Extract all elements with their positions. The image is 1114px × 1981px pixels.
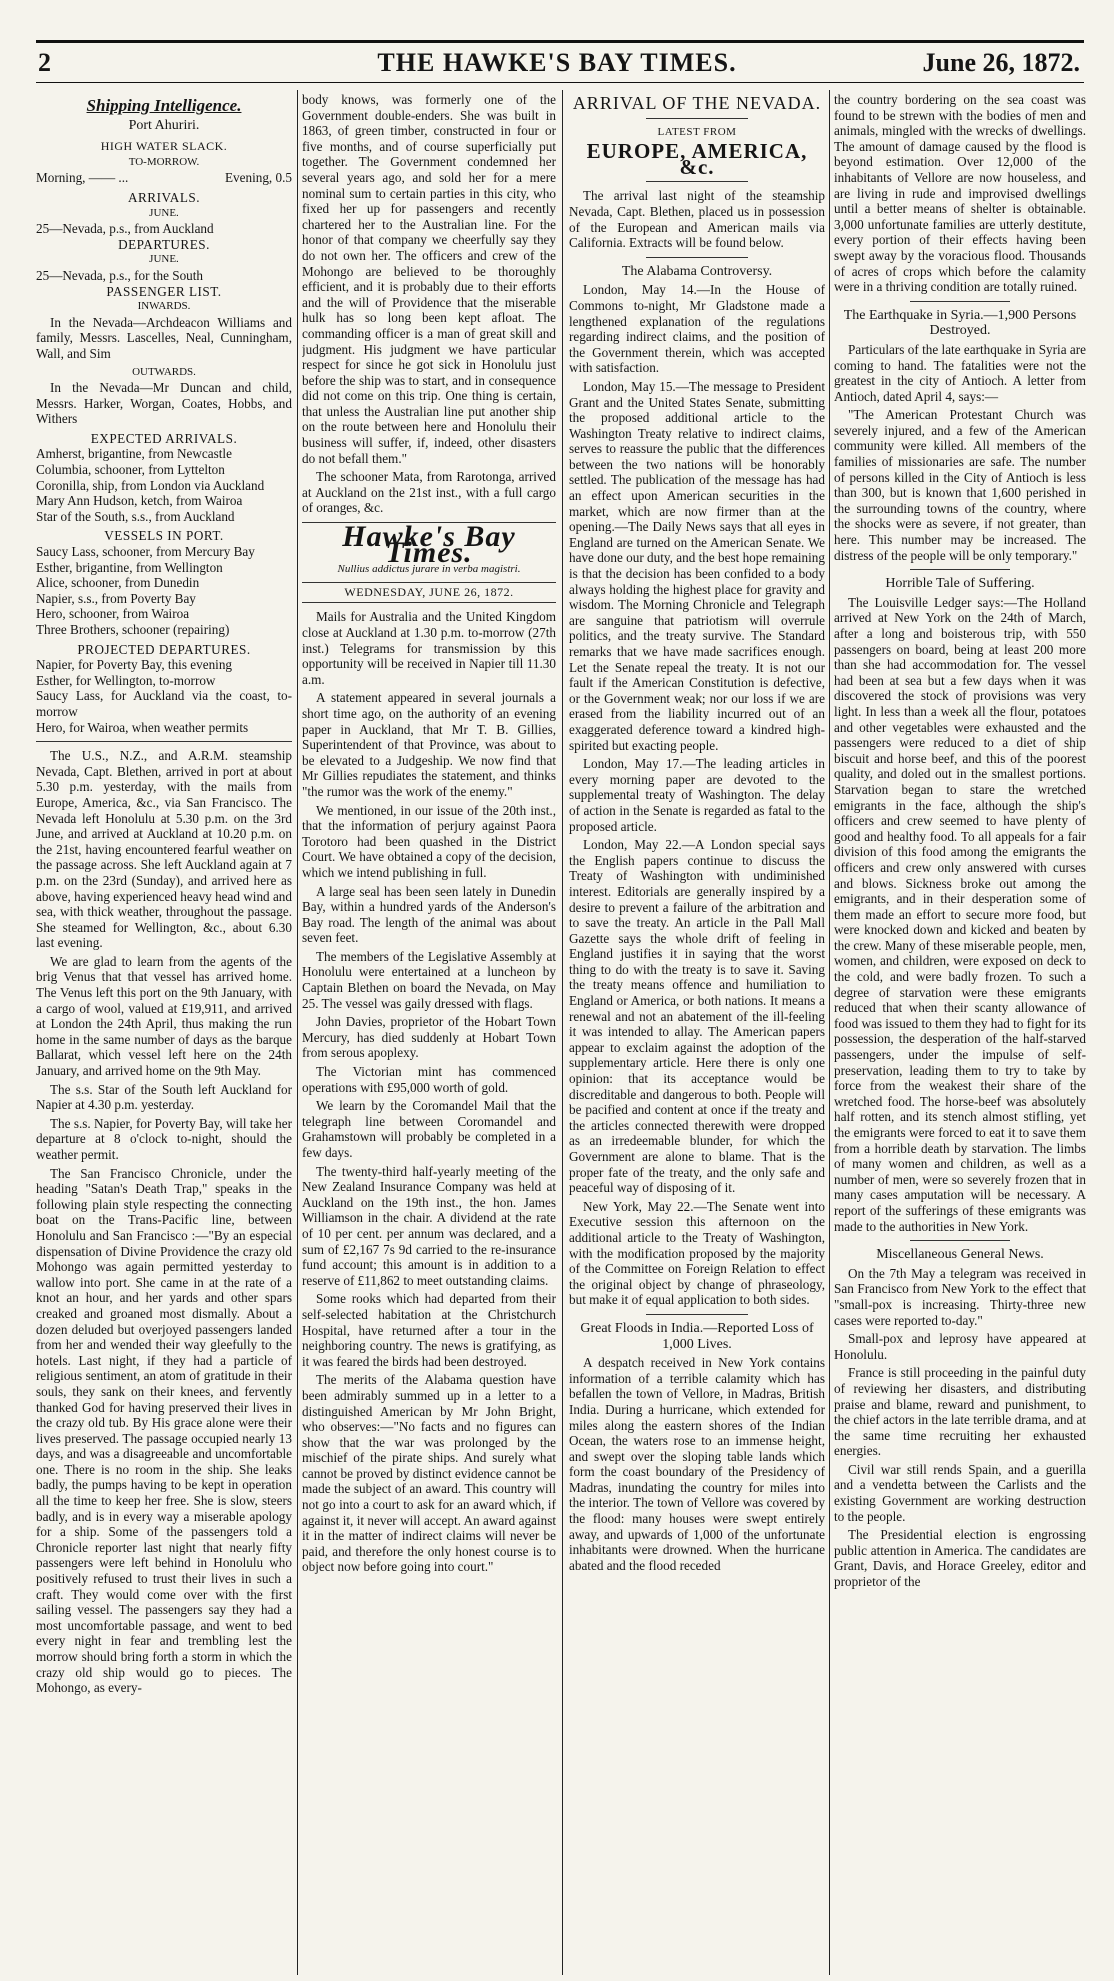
list-item: Columbia, schooner, from Lyttelton [36,462,225,478]
outwards-text: In the Nevada—Mr Duncan and child, Messrs. Harker, Worgan, Coates, Hobbs, and Withers [36,380,292,427]
list-item: Alice, schooner, from Dunedin [36,575,200,591]
column-4 [834,92,1086,1972]
subheading-misc-news: Miscellaneous General News. [876,1247,1044,1263]
list-item: Amherst, brigantine, from Newcastle [36,446,232,462]
article-paragraph: A statement appeared in several journals a short time ago, on the authority of an evening paper in Auckland, that Mr T. B. Gillies, Superintendent of that Province, was about to be elevated to a Judgeship. We now find that Mr Gillies repudiates the statement, and thinks "the rumor was the work of the enemy." [302,690,556,799]
article-paragraph: Some rooks which had departed from their self-selected habitation at the Christchurch Hospital, have returned after a tour in the neighboring country. The news is gratifying, as it was feared the birds had been destroyed. [302,1291,556,1369]
article-paragraph: We are glad to learn from the agents of the brig Venus that that vessel has arrived home. The Venus left this port on the 9th January, with a cargo of wool, valued at £19,911, and arrived at London the 24th April, thus making the run home in the same number of days as the barque Ballarat, which vessel left here on the 24th January, and arrived home on the 9th May. [36,953,292,1079]
port-name: Port Ahuriri. [128,117,200,133]
high-water-title: HIGH WATER SLACK. [100,139,228,154]
list-item: Napier, for Poverty Bay, this evening [36,657,233,673]
departure-entry: 25—Nevada, p.s., for the South [36,267,204,283]
article-paragraph: The merits of the Alabama question have been admirably summed up in a letter to a distinguished American by Mr John Bright, who observes:—"No facts and no figures can show that the war was prolonged by the mischief of the pirate ships. And surely what cannot be proved by distinct evidence cannot be made the subject of an award. This country will not go into a court to ask for an award which, if against it, it never will accept. An award against it in the matter of indirect claims will never be paid, and therefore the only honest course is to object now before going into court." [302,1372,556,1575]
list-item: Three Brothers, schooner (repairing) [36,622,230,637]
article-paragraph: The schooner Mata, from Rarotonga, arrived at Auckland on the 21st inst., with a full cargo of oranges, &c. [302,469,556,516]
article-paragraph: We learn by the Coromandel Mail that the telegraph line between Coromandel and Grahamstown will probably be completed in a few days. [302,1098,556,1160]
list-item: Saucy Lass, for Auckland via the coast, to-morrow [36,688,292,719]
article-paragraph: the country bordering on the sea coast was found to be strewn with the bodies of men and animals, mingled with the wrecks of dwellings. The amount of damage caused by the flood is beyond estimation. Over 12,000 of the inhabitants of Vellore are now houseless, and are living in rude and improvised dwellings until a better means of shelter is obtainable. 3,000 unfortunate families are utterly destitute, every portion of their effects having been swept away by the voracious flood. Thousands of acres of crops which before the calamity were in a thriving condition are totally ruined. [834,92,1086,295]
article-paragraph: Small-pox and leprosy have appeared at Honolulu. [834,1331,1086,1362]
divider [910,301,1011,302]
subheading-horrible-tale: Horrible Tale of Suffering. [885,576,1035,592]
list-item: Esther, for Wellington, to-morrow [36,672,216,688]
divider [646,257,748,258]
article-paragraph: London, May 22.—A London special says the English papers continue to discuss the Treaty of Washington with undiminished interest. Editorials are generally inspired by a desire to prevent a failure of the arbitration and to save the treaty. An article in the Pall Mall Gazette says the whole drift of feeling in England justifies it in saying that the worst thing to do with the treaty is to save it. Saving the treaty means offence and humiliation to England or America, or both nations. It means a renewal and not an abatement of the ill-feeling it was intended to allay. The American papers appear to exclaim against the adoption of the supplementary article. Here there is only one opinion: that its acceptance would be discreditable and dangerous to both. People will be pacified and content at once if the treaty and the articles connected therewith were dropped as an irredeemable blunder, for which the Government are alone to blame. That is the proper fate of the treaty, and the only safe and peaceful way of disposing of it. [569,837,825,1196]
section-title-shipping: Shipping Intelligence. [86,96,242,115]
list-item: Saucy Lass, schooner, from Mercury Bay [36,544,255,560]
article-paragraph: The San Francisco Chronicle, under the heading "Satan's Death Trap," speaks in the following plain style respecting the connecting boat on the Trans-Pacific line, between Honolulu and San Francisco :—"By an especial dispensation of Divine Providence the crazy old Mohongo was again permitted yesterday to wallow into port. She came in at the rate of a knot an hour, and her yards and other spars creaked and groaned most dismally. About a dozen deluded but overjoyed passengers landed from her and wended their way gleefully to the hotels. Last night, if they had a particle of religious sentiment, an atom of gratitude in their souls, they sank on their knees, and fervently thanked God for having preserved their lives in the crazy old tub. By His grace alone were their lives preserved. The passage occupied nearly 13 days, and was a disagreeable and uncomfortable one. There is no room in the ship. She leaks badly, the pumps having to be kept in operation all the time to keep her free. She is slow, steers badly, and is in every way a miserable apology for a ship. Some of the passengers told a Chronicle reporter last night that nearly fifty passengers were left behind in Honolulu who positively refused to trust their lives in such a craft. They would come over with the first sailing vessel. The passengers say they had a most uncomfortable passage, and went to bed every night in fear and trembling lest the morrow should bring forth a storm in which the crazy old ship would go to pieces. The Mohongo, as every- [36,1165,292,1696]
divider [646,181,748,182]
column-divider [297,90,298,1975]
headline-europe-america: EUROPE, AMERICA, &c. [586,139,808,179]
article-paragraph: body knows, was formerly one of the Government double-enders. She was built in 1863, of green timber, constructed in four or five months, and of course superficially put together. The Government condemned her several years ago, and sold her for a mere nominal sum to certain parties in this city, who fixed her up for passengers and recently chartered her to the Australian line. For the honor of that company we cheerfully say they do not own her. The officers and crew of the Mohongo are believed to be thoroughly efficient, and it is probably due to their efforts and the will of Providence that the miserable hulk has so long been kept afloat. The commanding officer is a man of great skill and judgment. His judgment we have particular respect for since he got sick in Honolulu just before the ship was to start, and in consequence did not come on this trip. One thing is certain, that unless the Australian line put another ship on the route between here and Honolulu their business will suffer, if, indeed, other disasters do not befall them." [302,92,556,466]
paper-title: Hawke's Bay Times. [342,520,516,569]
high-water-evening: Evening, 0.5 [224,170,292,186]
article-paragraph: The U.S., N.Z., and A.R.M. steamship Nevada, Capt. Blethen, arrived in port at about 5.30 p.m. yesterday, with the mails from Europe, America, &c., via San Francisco. The Nevada left Honolulu at 5.30 p.m. on the 3rd June, and arrived at Auckland at 10.20 p.m. on the 21st, having encountered fearful weather on the passage across. She left Auckland again at 7 p.m. on the 23rd (Sunday), and arrived here as above, having experienced heavy head wind and sea, with thick weather, throughout the passage. She steamed for Wellington, &c., about 6.30 last evening. [36,748,292,951]
column-divider [829,90,830,1975]
column-2 [302,92,556,1972]
article-paragraph: The arrival last night of the steamship Nevada, Capt. Blethen, placed us in possession of the European and American mails via California. Extracts will be found below. [569,188,825,251]
passenger-list-title: PASSENGER LIST. [106,283,222,299]
list-item: Coronilla, ship, from London via Auckland [36,477,265,493]
column-1 [36,92,292,1972]
divider [910,569,1011,570]
arrivals-title: ARRIVALS. [127,189,201,205]
expected-arrivals-title: EXPECTED ARRIVALS. [90,430,238,446]
article-paragraph: "The American Protestant Church was severely injured, and a few of the American community were killed. All members of the families of missionaries are safe. The number of persons killed in the City of Antioch is less than 300, but is known that 1,600 perished in the surrounding towns of the country, where the shocks were as severe, if not greater, than here. This number may be increased. The distress of the people will be only temporary." [834,407,1086,563]
subheading-alabama: The Alabama Controversy. [621,263,773,279]
high-water-morning: Morning, —— ... [36,170,129,186]
arrivals-month: JUNE. [149,206,179,219]
issue-date: June 26, 1872. [922,48,1080,77]
article-paragraph: The twenty-third half-yearly meeting of the New Zealand Insurance Company was held at Auckland on the 19th inst., the hon. James Williamson in the chair. A dividend at the rate of 10 per cent. per annum was declared, and a sum of £2,167 7s 9d carried to the re-insurance fund account; this amount is in addition to a reserve of £11,862 to meet outstanding claims. [302,1163,556,1288]
article-paragraph: London, May 17.—The leading articles in every morning paper are devoted to the supplemental treaty of Washington. The delay of action in the Senate is regarded as fatal to the proposed article. [569,756,825,834]
article-paragraph: A despatch received in New York contains information of a terrible calamity which has befallen the town of Vellore, in Madras, British India. During a hurricane, which extended for miles along the eastern shores of the Indian Ocean, the waters rose to an immense height, and swept over the sloping table lands which form the coast boundary of the Presidency of Madras, inundating the country for miles into the interior. The town of Vellore was covered by the flood: many houses were swept entirely away, and upwards of 1,000 of the unfortunate inhabitants were drowned. When the hurricane abated and the flood receded [569,1355,825,1573]
page-number: 2 [38,48,51,77]
divider [910,1240,1011,1241]
departures-title: DEPARTURES. [118,236,210,252]
arrival-entry: 25—Nevada, p.s., from Auckland [36,221,214,237]
top-rule [36,40,1084,43]
outwards-label: OUTWARDS. [132,365,196,378]
masthead: THE HAWKE'S BAY TIMES. [377,48,737,77]
article-paragraph: New York, May 22.—The Senate went into Executive session this afternoon on the additional article to the Treaty of Washington, with the modification proposed by the majority of the Committee on Foreign Relation to effect the original object by change of phraseology, but make it of equal application to both sides. [569,1198,825,1308]
latest-from: LATEST FROM [657,125,737,138]
article-paragraph: London, May 14.—In the House of Commons to-night, Mr Gladstone made a lengthened explanation of the regulations regarding indirect claims, and the position of the Government therein, which was accepted with satisfaction. [569,282,825,376]
departures-month: JUNE. [149,253,179,266]
article-paragraph: The Louisville Ledger says:—The Holland arrived at New York on the 24th of March, after a long and boisterous trip, with 550 passengers on board, being at least 200 more than she had accommodation for. The vessel had been at sea but a few days when it was discovered the stock of provisions was very light. In less than a week all the flour, potatoes and other vegetables were exhausted and the passengers were reduced to a diet of ship biscuit and horse beef, and this of the poorest quality, and doled out in the smallest portions. Starvation began to stare the wretched emigrants in the face, although the ship's officers and crew seemed to have plenty of good and healthy food. To all appeals for a fair division of this food among the emigrants the officers and crew only answered with curses and blows. Sickness broke out among the emigrants, and in their desperation some of them made an effort to secure more food, but were knocked down and kicked and beaten by the crew. Many of these miserable people, men, women, and children, were exposed on deck to the cold, and were badly frozen. To such a degree of starvation were these emigrants reduced that when their scanty allowance of food was issued to them they had to fight for its possession, the desperation of the half-starved passengers, under the impulse of self-preservation, leading them to try to take by force from the weakest their share of the wretched food. The horse-beef was absolutely half rotten, and its stench almost stifling, yet the emigrants were forced to eat it to save them from a horrible death by starvation. The limbs of many women and children, as well as a number of men, were so severely frozen that in many cases amputation will be necessary. A report of the sufferings of these emigrants was made to the authorities in New York. [834,594,1086,1234]
article-paragraph: London, May 15.—The message to President Grant and the United States Senate, submitting the proposed additional article to the Washington Treaty relative to indirect claims, serves to reassure the public that the differences between the two nations will be honorably settled. The publication of the message has had an effect upon American securities in the market, which are now firmer than at the opening.—The Daily News says that all eyes in England are turned on the American Senate. We have done our duty, and the best hope remaining is that the decision has been confided to a body always holding the highest place for gravity and wisdom. The Morning Chronicle and Telegraph are sanguine that patriotism will overrule politics, and the treaty survive. The Standard remarks that we have made sacrifices enough. Let the Senate repeal the treaty. It is not our fault if the American Constitution is defective, or the Government weak; nor our loss if we are erased from the liability incurred out of an exaggerated deference toward a kindred high-spirited but exacting people. [569,378,825,753]
article-paragraph: On the 7th May a telegram was received in San Francisco from New York to the effect that "small-pox is increasing. Thirty-three new cases were reported to-day." [834,1265,1086,1328]
projected-departures-title: PROJECTED DEPARTURES. [77,641,251,657]
article-paragraph: The s.s. Star of the South left Auckland for Napier at 4.30 p.m. yesterday. [36,1081,292,1113]
article-paragraph: The Presidential election is engrossing public attention in America. The candidates are Grant, Davis, and Horace Greeley, editor and proprietor of the [834,1527,1086,1590]
list-item: Star of the South, s.s., from Auckland [36,508,235,524]
article-paragraph: We mentioned, in our issue of the 20th inst., that the information of perjury against Paora Torotoro had been quashed in the District Court. We have obtained a copy of the decision, which we intend publishing in full. [302,802,556,880]
article-paragraph: The members of the Legislative Assembly at Honolulu were entertained at a luncheon by Captain Blethen on board the Nevada, on May 25. The vessel was gaily dressed with flags. [302,948,556,1011]
column-3 [569,92,825,1972]
inwards-text: In the Nevada—Archdeacon Williams and family, Messrs. Lascelles, Neal, Cunningham, Wall, and Sim [36,314,292,361]
article-paragraph: John Davies, proprietor of the Hobart Town Mercury, has died suddenly at Hobart Town from serous apoplexy. [302,1014,556,1061]
list-item: Napier, s.s., from Poverty Bay [36,590,196,606]
divider [646,118,748,119]
article-paragraph: Particulars of the late earthquake in Syria are coming to hand. The fatalities were not the greatest in the city of Antioch. A letter from Antioch, dated April 4, says:— [834,341,1086,404]
divider [36,741,292,742]
subheading-earthquake-syria: The Earthquake in Syria.—1,900 Persons Destroyed. [843,307,1077,339]
article-paragraph: The s.s. Napier, for Poverty Bay, will take her departure at 8 o'clock to-night, should the weather permit. [36,1115,292,1162]
article-paragraph: Civil war still rends Spain, and a guerilla and a vendetta between the Carlists and the existing Government are working destruction to the people. [834,1461,1086,1524]
headline-arrival: ARRIVAL OF THE NEVADA. [572,93,822,113]
list-item: Hero, for Wairoa, when weather permits [36,719,249,735]
high-water-times [36,170,292,186]
header-rule [36,82,1084,83]
list-item: Mary Ann Hudson, ketch, from Wairoa [36,493,243,509]
article-paragraph: A large seal has been seen lately in Dunedin Bay, within a hundred yards of the Anderson's Bay road. The length of the animal was about seven feet. [302,883,556,946]
vessels-in-port-title: VESSELS IN PORT. [104,528,224,544]
list-item: Esther, brigantine, from Wellington [36,559,223,575]
paper-motto: Nullius addictus jurare in verba magistri. [337,563,521,576]
subheading-floods-india: Great Floods in India.—Reported Loss of 1,000 Lives. [580,1320,814,1352]
article-paragraph: The Victorian mint has commenced operations with £95,000 worth of gold. [302,1064,556,1095]
inwards-label: INWARDS. [137,300,191,313]
editorial-dateline: WEDNESDAY, JUNE 26, 1872. [302,582,556,604]
high-water-sub: TO-MORROW. [128,155,200,168]
divider [646,1314,748,1315]
article-paragraph: Mails for Australia and the United Kingdom close at Auckland at 1.30 p.m. to-morrow (27th inst.) Telegrams for transmission by this opportunity will be received in Napier till 11.30 a.m. [302,609,556,687]
column-divider [562,90,563,1975]
list-item: Hero, schooner, from Wairoa [36,606,190,622]
article-paragraph: France is still proceeding in the painful duty of reviewing her disasters, and distributing praise and blame, reward and punishment, to the chief actors in the late terrible drama, and at the same time recruiting her exhausted energies. [834,1365,1086,1459]
